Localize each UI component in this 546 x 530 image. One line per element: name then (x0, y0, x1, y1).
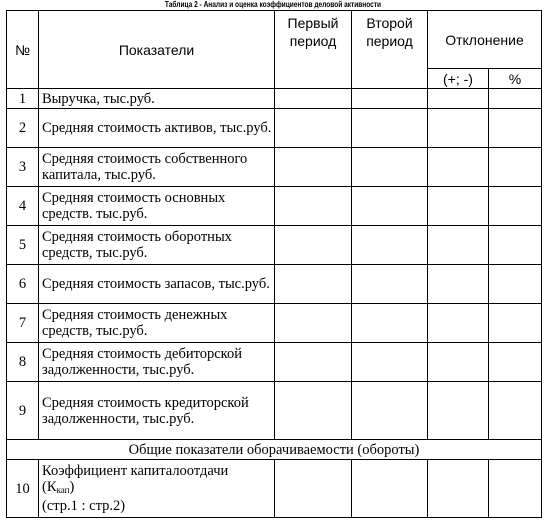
row-indicator: Средняя стоимость основных средств. тыс.руб. (39, 187, 275, 226)
table-caption: Таблица 2 - Анализ и оценка коэффициентов деловой активности (164, 0, 382, 9)
cell-deviation-pct (489, 343, 542, 382)
table-row (7, 109, 542, 148)
row-number: 6 (7, 265, 39, 304)
row-indicator-line1: Коэффициент капиталоотдачи (42, 463, 229, 479)
cell-period-2 (352, 109, 428, 148)
row-indicator: Средняя стоимость запасов, тыс.руб. (39, 265, 275, 304)
cell-deviation-abs (428, 226, 489, 265)
header-indicators: Показатели (39, 11, 275, 89)
cell-period-1 (275, 89, 352, 109)
row-indicator: Средняя стоимость оборотных средств, тыс.руб. (39, 226, 275, 265)
table-row (7, 148, 542, 187)
cell-period-2 (352, 382, 428, 440)
cell-deviation-abs (428, 382, 489, 440)
row-formula: (стр.1 : стр.2) (42, 498, 126, 514)
table-row (7, 226, 542, 265)
cell-period-2 (352, 304, 428, 343)
cell-deviation-pct (489, 460, 542, 518)
section-row (7, 440, 542, 460)
cell-period-2 (352, 148, 428, 187)
cell-deviation-pct (489, 89, 542, 109)
header-deviation-pct: % (489, 69, 542, 89)
table-row (7, 343, 542, 382)
cell-deviation-pct (489, 109, 542, 148)
cell-deviation-pct (489, 304, 542, 343)
cell-period-2 (352, 187, 428, 226)
header-row-main (7, 11, 542, 69)
header-period-1: Первый период (275, 11, 352, 89)
row-number: 9 (7, 382, 39, 440)
cell-deviation-pct (489, 265, 542, 304)
table-row (7, 304, 542, 343)
row-number: 4 (7, 187, 39, 226)
row-indicator: Средняя стоимость кредиторской задолженности, тыс.руб. (39, 382, 275, 440)
table-row (7, 89, 542, 109)
cell-deviation-abs (428, 304, 489, 343)
cell-deviation-abs (428, 460, 489, 518)
row-number: 8 (7, 343, 39, 382)
cell-deviation-abs (428, 187, 489, 226)
cell-period-1 (275, 109, 352, 148)
cell-period-1 (275, 226, 352, 265)
cell-deviation-abs (428, 265, 489, 304)
cell-deviation-abs (428, 343, 489, 382)
cell-period-1 (275, 265, 352, 304)
cell-deviation-abs (428, 148, 489, 187)
cell-period-1 (275, 460, 352, 518)
cell-deviation-abs (428, 89, 489, 109)
cell-deviation-pct (489, 148, 542, 187)
row-number: 5 (7, 226, 39, 265)
cell-period-2 (352, 89, 428, 109)
cell-period-1 (275, 187, 352, 226)
cell-period-1 (275, 343, 352, 382)
row-number: 1 (7, 89, 39, 109)
cell-deviation-pct (489, 226, 542, 265)
row-number: 2 (7, 109, 39, 148)
row-number: 10 (7, 460, 39, 518)
row-indicator: Средняя стоимость собственного капитала, тыс.руб. (39, 148, 275, 187)
row-indicator: Средняя стоимость денежных средств, тыс.руб. (39, 304, 275, 343)
cell-period-1 (275, 382, 352, 440)
row-indicator (39, 460, 275, 518)
row-number: 3 (7, 148, 39, 187)
header-period-2: Второй период (352, 11, 428, 89)
cell-period-1 (275, 148, 352, 187)
table-row (7, 187, 542, 226)
ratio-symbol: $(К_{кап})$ (42, 479, 75, 495)
table-row (7, 265, 542, 304)
row-number: 7 (7, 304, 39, 343)
cell-deviation-pct (489, 382, 542, 440)
header-deviation-abs: (+; -) (428, 69, 489, 89)
cell-deviation-pct (489, 187, 542, 226)
cell-period-2 (352, 343, 428, 382)
cell-period-1 (275, 304, 352, 343)
row-indicator: Средняя стоимость дебиторской задолженности, тыс.руб. (39, 343, 275, 382)
cell-period-2 (352, 265, 428, 304)
row-indicator: Средняя стоимость активов, тыс.руб. (39, 109, 275, 148)
cell-deviation-abs (428, 109, 489, 148)
header-number: № (7, 11, 39, 89)
cell-period-2 (352, 460, 428, 518)
row-indicator: Выручка, тыс.руб. (39, 89, 275, 109)
header-deviation: Отклонение (428, 11, 542, 69)
table-row (7, 382, 542, 440)
section-title: Общие показатели оборачиваемости (обороты) (7, 440, 542, 460)
activity-ratios-table (6, 10, 542, 518)
table-row (7, 460, 542, 518)
cell-period-2 (352, 226, 428, 265)
